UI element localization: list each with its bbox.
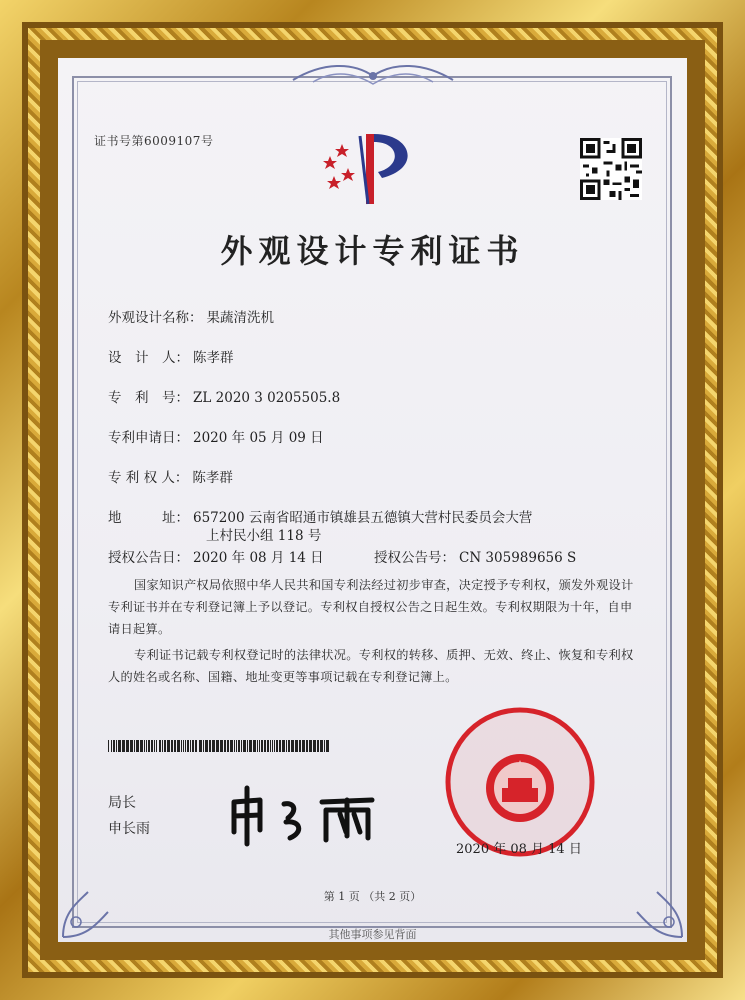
patent-number-value: ZL 2020 3 0205505.8 — [193, 390, 341, 406]
certificate-paper — [58, 58, 687, 942]
signatory-role: 局长 — [108, 795, 136, 811]
cnipa-logo-icon — [322, 128, 432, 208]
signatory-name: 申长雨 — [108, 821, 150, 837]
footer-note: 其他事项参见背面 — [328, 928, 417, 941]
patentee-field — [108, 466, 233, 486]
application-date-value: 2020 年 05 月 09 日 — [193, 430, 324, 446]
certificate-title: 外观设计专利证书 — [220, 232, 525, 270]
top-ornament-icon — [283, 60, 463, 90]
application-date-field — [108, 426, 324, 446]
certificate-number: 证书号第6009107号 — [94, 134, 214, 148]
grant-number-label: 授权公告号： — [374, 550, 455, 566]
barcode-icon — [108, 740, 332, 752]
page-number: 第 1 页 （共 2 页） — [323, 890, 422, 903]
patent-number-field — [108, 386, 340, 406]
legal-status-paragraph: 专利证书记载专利权登记时的法律状况。专利权的转移、质押、无效、终止、恢复和专利权人的姓名或名称、国籍、地址变更等事项记载在专利登记簿上。 — [108, 648, 634, 684]
address-field — [108, 506, 532, 526]
address-label: 地 址： — [108, 510, 189, 526]
official-red-seal-icon — [442, 704, 598, 860]
patentee-label: 专 利 权 人： — [108, 470, 189, 486]
seal-date: 2020 年 08 月 14 日 — [456, 842, 582, 857]
address-value-line1: 657200 云南省昭通市镇雄县五德镇大营村民委员会大营 — [193, 510, 533, 526]
grant-date-label: 授权公告日： — [108, 550, 189, 566]
design-name-label: 外观设计名称： — [108, 310, 203, 326]
design-name-value: 果蔬清洗机 — [206, 310, 274, 326]
address-value-line2: 上村民小组 118 号 — [206, 528, 322, 544]
design-name-field — [108, 306, 274, 326]
patent-number-label: 专 利 号： — [108, 390, 189, 406]
designer-label: 设 计 人： — [108, 350, 189, 366]
qr-code-icon — [580, 138, 642, 200]
grant-date-value: 2020 年 08 月 14 日 — [193, 550, 324, 566]
grant-number-field — [374, 546, 576, 566]
application-date-label: 专利申请日： — [108, 430, 189, 446]
grant-number-value: CN 305989656 S — [459, 550, 577, 566]
grant-date-field — [108, 546, 324, 566]
designer-value: 陈孝群 — [193, 350, 234, 366]
handwritten-signature-icon — [222, 780, 392, 850]
patentee-value: 陈孝群 — [192, 470, 233, 486]
grant-statement-paragraph: 国家知识产权局依照中华人民共和国专利法经过初步审查，决定授予专利权，颁发外观设计专利证书并在专利登记簿上予以登记。专利权自授权公告之日起生效。专利权期限为十年，自申请日起算。 — [108, 578, 634, 636]
address-field-line2 — [202, 524, 321, 544]
designer-field — [108, 346, 234, 366]
